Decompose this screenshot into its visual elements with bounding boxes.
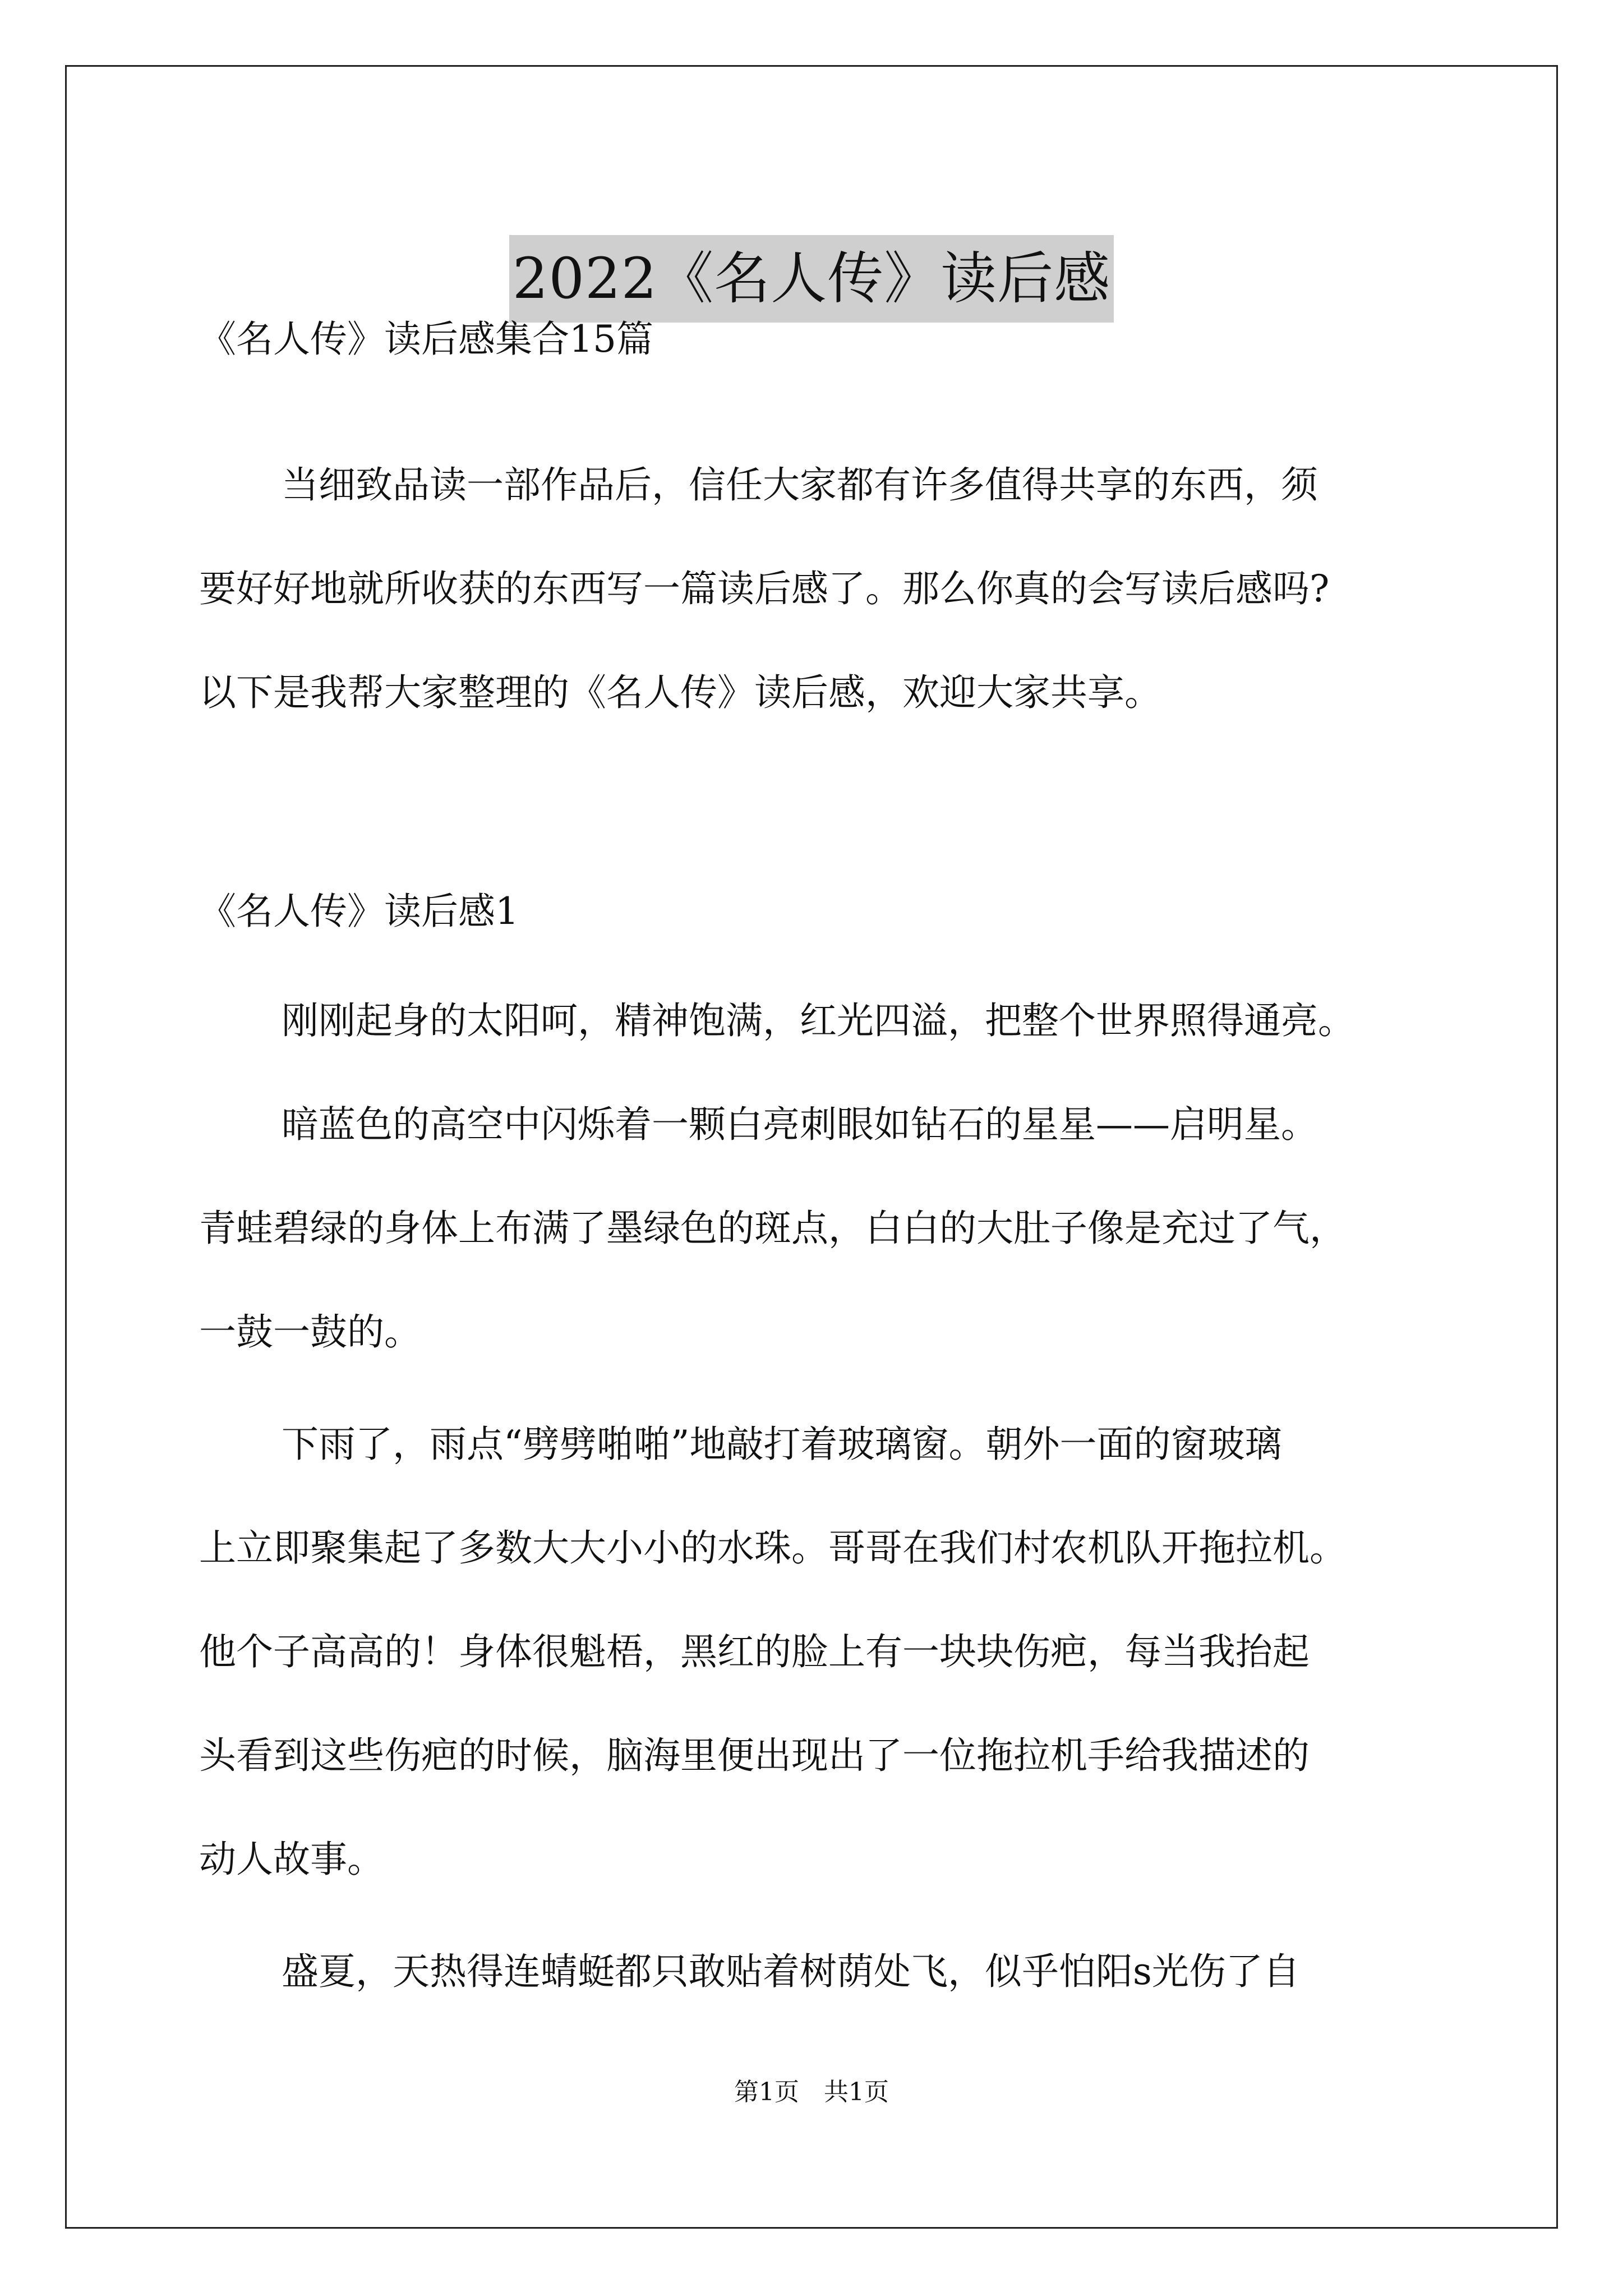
- body-line-5: 下雨了，雨点“劈劈啪啪”地敲打着玻璃窗。朝外一面的窗玻璃: [282, 1423, 1282, 1466]
- section-heading: 《名人传》读后感1: [199, 890, 519, 933]
- intro-line-3: 以下是我帮大家整理的《名人传》读后感，欢迎大家共享。: [199, 671, 1161, 714]
- intro-line-2: 要好好地就所收获的东西写一篇读后感了。那么你真的会写读后感吗?: [199, 567, 1330, 610]
- body-line-10: 盛夏，天热得连蜻蜓都只敢贴着树荫处飞，似乎怕阳s光伤了自: [282, 1950, 1300, 1993]
- page-footer: 第1页 共1页: [734, 2078, 889, 2106]
- intro-line-1: 当细致品读一部作品后，信任大家都有许多值得共享的东西，须: [282, 463, 1318, 507]
- document-title: 2022《名人传》读后感: [509, 235, 1114, 323]
- body-line-3: 青蛙碧绿的身体上布满了墨绿色的斑点，白白的大肚子像是充过了气，: [199, 1207, 1347, 1250]
- body-line-7: 他个子高高的！身体很魁梧，黑红的脸上有一块块伤疤，每当我抬起: [199, 1630, 1310, 1673]
- body-line-9: 动人故事。: [199, 1838, 384, 1881]
- document-subtitle: 《名人传》读后感集合15篇: [199, 318, 653, 361]
- body-line-1: 刚刚起身的太阳呵，精神饱满，红光四溢，把整个世界照得通亮。: [282, 999, 1355, 1042]
- body-line-6: 上立即聚集起了多数大大小小的水珠。哥哥在我们村农机队开拖拉机。: [199, 1526, 1347, 1570]
- body-line-4: 一鼓一鼓的。: [199, 1310, 421, 1354]
- body-line-8: 头看到这些伤疤的时候，脑海里便出现出了一位拖拉机手给我描述的: [199, 1734, 1310, 1777]
- body-line-2: 暗蓝色的高空中闪烁着一颗白亮刺眼如钻石的星星——启明星。: [282, 1103, 1318, 1146]
